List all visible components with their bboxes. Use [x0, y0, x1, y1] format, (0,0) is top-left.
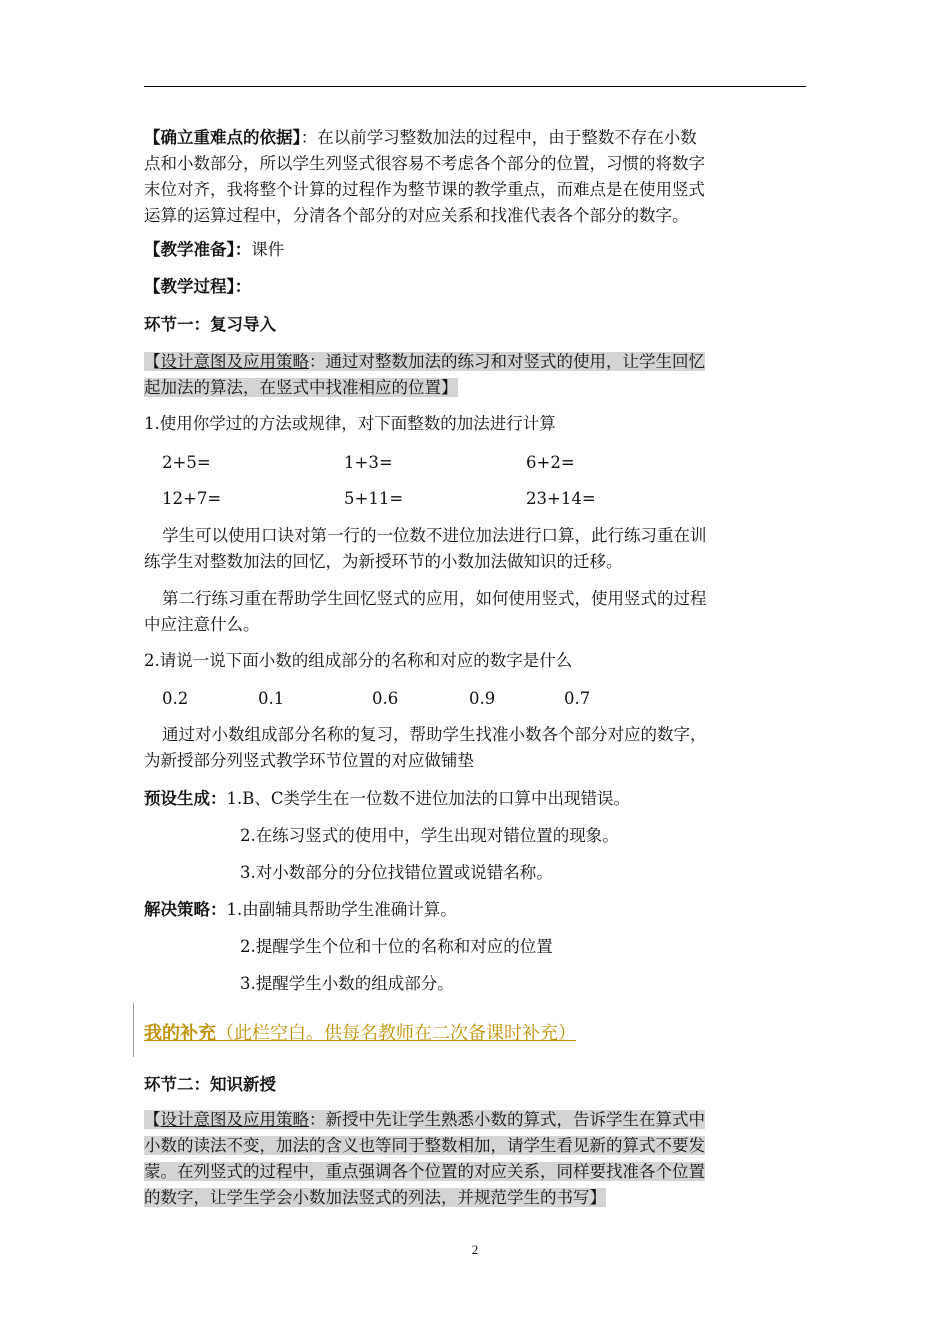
- expr-cell: 5+11=: [344, 489, 404, 508]
- supplement-line: [144, 1021, 814, 1047]
- step1-design-label: 设计意图及应用策略: [160, 352, 309, 371]
- basis-line-1: 【确立重难点的依据】：在以前学习整数加法的过程中，由于整数不存在小数: [144, 128, 697, 147]
- basis-line-2: 点和小数部分，所以学生列竖式很容易不考虑各个部分的位置，习惯的将数字: [144, 154, 705, 173]
- basis-line-3: 末位对齐，我将整个计算的过程作为整节课的教学重点，而难点是在使用竖式: [144, 180, 705, 199]
- para-2-line-2: 中应注意什么。: [144, 615, 260, 634]
- step2-design-line-1: 【设计意图及应用策略：新授中先让学生熟悉小数的算式，告诉学生在算式中: [144, 1110, 705, 1129]
- para-2-line-1: 第二行练习重在帮助学生回忆竖式的应用，如何使用竖式，使用竖式的过程: [162, 589, 707, 608]
- step2-title: 环节二：知识新授: [144, 1075, 276, 1094]
- para-1-line-1: 学生可以使用口诀对第一行的一位数不进位加法进行口算，此行练习重在训: [162, 526, 707, 545]
- preset-line-2: 2.在练习竖式的使用中，学生出现对错位置的现象。: [240, 826, 619, 845]
- prep-line: 【教学准备】：课件: [144, 240, 285, 259]
- solution-line-1: 解决策略：1.由副辅具帮助学生准确计算。: [144, 900, 457, 919]
- expr-cell: 6+2=: [526, 453, 575, 472]
- step2-design-line-3: 蒙。在列竖式的过程中，重点强调各个位置的对应关系，同样要找准各个位置: [144, 1162, 705, 1181]
- supplement-label: 我的补充: [144, 1023, 216, 1044]
- prep-label: 【教学准备】: [144, 240, 235, 259]
- solution-line-2: 2.提醒学生个位和十位的名称和对应的位置: [240, 937, 553, 956]
- step2-design-line-2: 小数的读法不变，加法的含义也等同于整数相加，请学生看见新的算式不要发: [144, 1136, 705, 1155]
- step1-title: 环节一：复习导入: [144, 315, 276, 334]
- step2-design-label: 设计意图及应用策略: [160, 1110, 309, 1129]
- solution-label: 解决策略：: [144, 900, 227, 919]
- question-1: 1.使用你学过的方法或规律，对下面整数的加法进行计算: [144, 414, 556, 433]
- basis-label: 【确立重难点的依据】: [144, 128, 301, 147]
- supplement-margin-bar: [133, 1003, 134, 1057]
- step2-design-line-4: 的数字，让学生学会小数加法竖式的列法，并规范学生的书写】: [144, 1188, 606, 1207]
- para-3-line-1: 通过对小数组成部分名称的复习，帮助学生找准小数各个部分对应的数字，: [162, 725, 707, 744]
- preset-line-3: 3.对小数部分的分位找错位置或说错名称。: [240, 863, 553, 882]
- page-number: 2: [471, 1242, 479, 1257]
- expr-cell: 1+3=: [344, 453, 393, 472]
- preset-line-1: 预设生成：1.B、C类学生在一位数不进位加法的口算中出现错误。: [144, 789, 630, 808]
- step1-design-line-1: 【设计意图及应用策略：通过对整数加法的练习和对竖式的使用，让学生回忆: [144, 352, 705, 371]
- basis-line-4: 运算的运算过程中，分清各个部分的对应关系和找准代表各个部分的数字。: [144, 206, 689, 225]
- decimal-cell: 0.2: [162, 689, 189, 708]
- question-2: 2.请说一说下面小数的组成部分的名称和对应的数字是什么: [144, 651, 573, 670]
- prep-value: 课件: [251, 240, 285, 259]
- para-1-line-2: 练学生对整数加法的回忆，为新授环节的小数加法做知识的迁移。: [144, 552, 623, 571]
- expr-cell: 23+14=: [526, 489, 596, 508]
- expr-cell: 12+7=: [162, 489, 222, 508]
- decimal-cell: 0.1: [258, 689, 285, 708]
- preset-label: 预设生成：: [144, 789, 227, 808]
- decimal-cell: 0.7: [564, 689, 591, 708]
- step1-design-line-2: 起加法的算法，在竖式中找准相应的位置】: [144, 378, 458, 397]
- para-3-line-2: 为新授部分列竖式教学环节位置的对应做铺垫: [144, 751, 474, 770]
- supplement-note: （此栏空白。供每名教师在二次备课时补充）: [216, 1023, 576, 1044]
- decimal-cell: 0.9: [469, 689, 496, 708]
- decimal-cell: 0.6: [372, 689, 399, 708]
- solution-line-3: 3.提醒学生小数的组成部分。: [240, 974, 454, 993]
- header-rule: [144, 86, 806, 87]
- expr-cell: 2+5=: [162, 453, 211, 472]
- process-heading: 【教学过程】：: [144, 277, 252, 296]
